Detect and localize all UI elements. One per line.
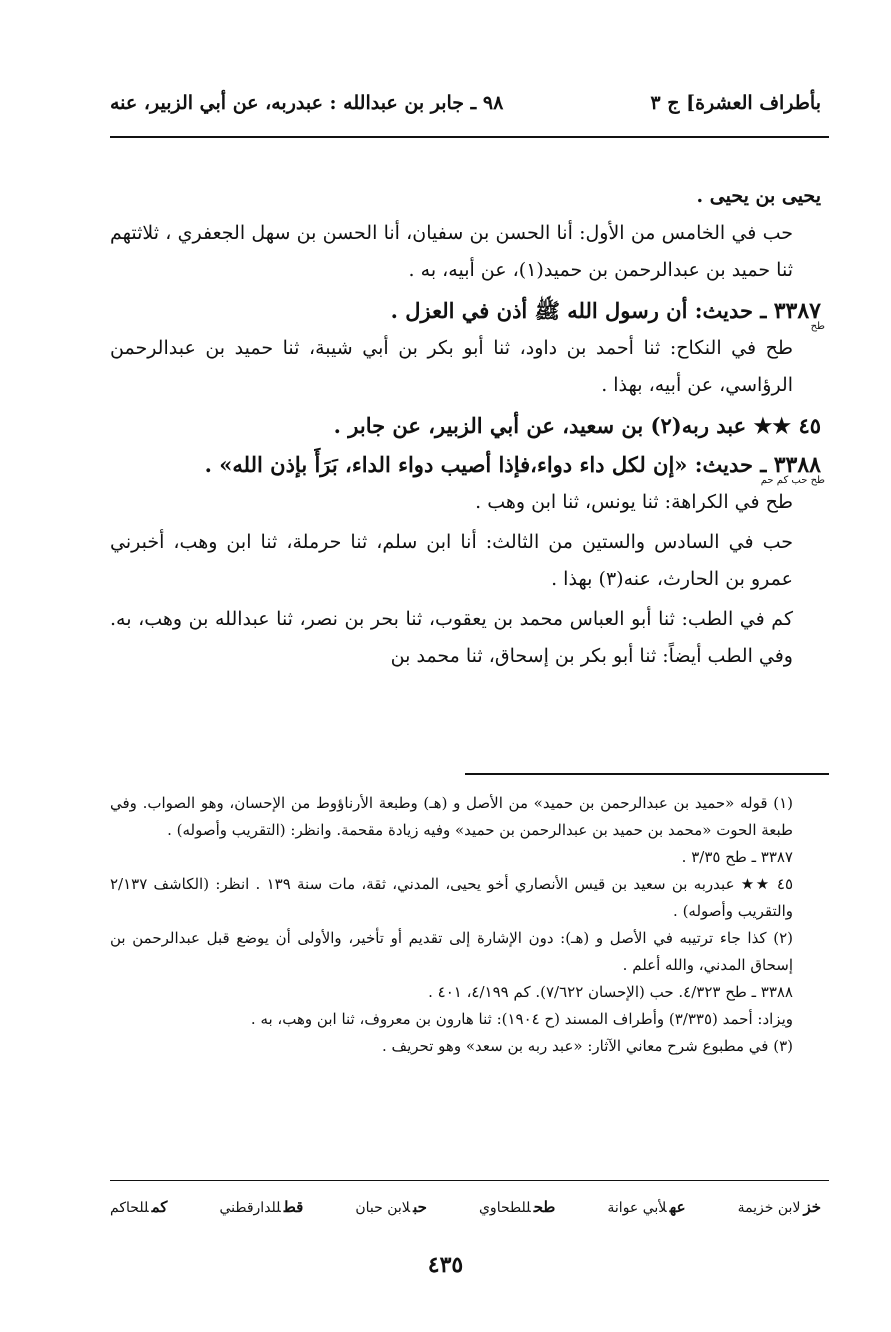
footnote: ويزاد: أحمد (٣/٣٣٥) وأطراف المسند (ح ١٩٠٤): ثنا هارون بن معروف، ثنا ابن وهب، به . [250, 1010, 793, 1028]
header-section-title: ٩٨ ـ جابر بن عبدالله : عبدربه، عن أبي الزبير، عنه [110, 92, 504, 114]
hadith-text: ـ حديث: «إن لكل داء دواء،فإذا أصيب دواء الداء، بَرَأَ بإذن الله» . [204, 452, 767, 477]
footnote: ٣٣٨٨ ـ طح ٤/٣٢٣. حب (الإحسان ٧/٦٢٢). كم ٤/١٩٩، ٤٠١ . [428, 983, 793, 1001]
running-header [110, 92, 821, 114]
main-text [110, 178, 825, 678]
paragraph: كم في الطب: ثنا أبو العباس محمد بن يعقوب، ثنا بحر بن نصر، ثنا عبدالله بن وهب، به. وفي الطب أيضاً: ثنا أبو بكر بن إسحاق، ثنا محمد بن [110, 608, 793, 667]
continuation-line: يحيى بن يحيى . [696, 185, 821, 207]
sigla-divider [110, 1180, 829, 1181]
siglum-name: للحاكم [110, 1200, 149, 1216]
header-book-title: بأطراف العشرة] ج ٣ [650, 92, 821, 114]
hadith-number: ٣٣٨٧ [773, 298, 821, 324]
siglum-abbr: كم [151, 1198, 168, 1216]
siglum-entry [479, 1198, 555, 1216]
hadith-text: ـ حديث: أن رسول الله ﷺ أذن في العزل . [390, 298, 767, 323]
siglum-entry [110, 1198, 167, 1216]
siglum-abbr: قط [283, 1198, 304, 1216]
paragraph: طح في الكراهة: ثنا يونس، ثنا ابن وهب . [475, 491, 793, 513]
hadith-siglum: طح [810, 321, 825, 332]
sigla-legend [110, 1198, 821, 1216]
header-divider [110, 136, 829, 138]
siglum-name: لابن خزيمة [737, 1200, 801, 1216]
siglum-entry [738, 1198, 821, 1216]
siglum-name: للدارقطني [219, 1200, 281, 1216]
hadith-heading-3388 [110, 446, 825, 486]
hadith-heading-3387 [110, 292, 825, 332]
footnotes [110, 790, 821, 1060]
siglum-entry [219, 1198, 303, 1216]
page-number: ٤٣٥ [427, 1252, 464, 1278]
siglum-abbr: حب [413, 1198, 427, 1216]
footnote-divider [465, 773, 829, 775]
hadith-number: ٣٣٨٨ [773, 452, 821, 478]
footnote: ٣٣٨٧ ـ طح ٣/٣٥ . [681, 848, 793, 866]
siglum-abbr: خز [803, 1198, 821, 1216]
hadith-siglum: طح حب كم حم [760, 475, 825, 486]
narrator-heading-45: ٤٥ ★★ عبد ربه(٢) بن سعيد، عن أبي الزبير، عن جابر . [333, 413, 821, 438]
siglum-name: لأبي عوانة [607, 1200, 667, 1216]
siglum-name: لابن حبان [355, 1200, 411, 1216]
siglum-abbr: عه [669, 1198, 686, 1216]
footnote: (٣) في مطبوع شرح معاني الآثار: «عبد ربه بن سعد» وهو تحريف . [382, 1037, 793, 1055]
footnote: (٢) كذا جاء ترتيبه في الأصل و (هـ): دون الإشارة إلى تقديم أو تأخير، والأولى أن يوضع قبل عبدالرحمن بن إسحاق المدني، والله أعلم . [110, 929, 793, 974]
footnote: ٤٥ ★★ عبدربه بن سعيد بن قيس الأنصاري أخو يحيى، المدني، ثقة، مات سنة ١٣٩ . انظر: (الكاشف ٢/١٣٧ والتقريب وأصوله) . [110, 875, 794, 920]
siglum-entry [607, 1198, 685, 1216]
paragraph: طح في النكاح: ثنا أحمد بن داود، ثنا أبو بكر بن أبي شيبة، ثنا حميد بن عبدالرحمن الرؤاسي، عن أبيه، بهذا . [110, 337, 793, 396]
footnote: (١) قوله «حميد بن عبدالرحمن بن حميد» من الأصل و (هـ) وطبعة الأرناؤوط من الإحسان، وهو الصواب. وفي طبعة الحوت «محمد بن حميد بن عبدالرحمن بن حميد» وفيه زيادة مقحمة. وانظر: (التقريب وأصوله) . [110, 794, 793, 839]
paragraph: حب في الخامس من الأول: أنا الحسن بن سفيان، أنا الحسن بن سهل الجعفري ، ثلاثتهم ثنا حميد بن عبدالرحمن بن حميد(١)، عن أبيه، به . [110, 222, 793, 281]
paragraph: حب في السادس والستين من الثالث: أنا ابن سلم، ثنا حرملة، ثنا ابن وهب، أخبرني عمرو بن الحارث، عنه(٣) بهذا . [110, 531, 793, 590]
siglum-name: للطحاوي [478, 1200, 531, 1216]
siglum-abbr: طح [533, 1198, 556, 1216]
siglum-entry [355, 1198, 427, 1216]
